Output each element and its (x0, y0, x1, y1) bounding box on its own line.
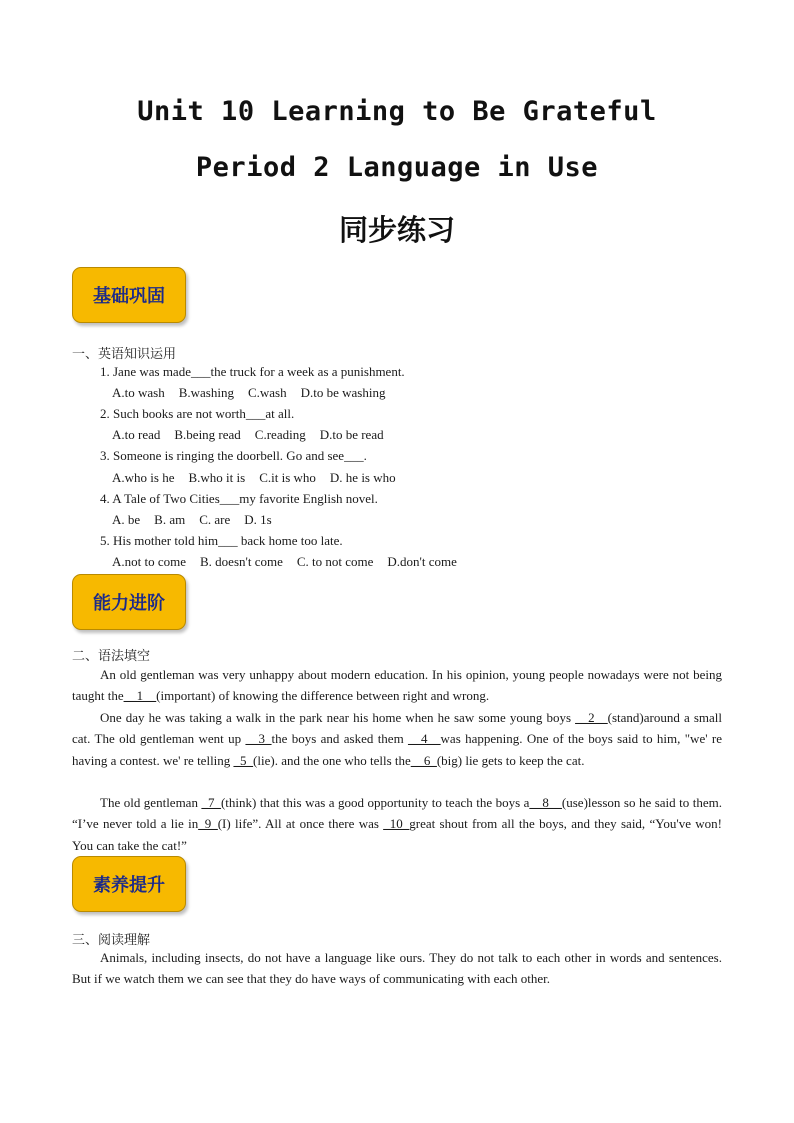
option: D.to be washing (300, 385, 386, 400)
text: One day he was taking a walk in the park near his home when he saw some young boys (100, 710, 576, 725)
blank-8: __8__ (529, 795, 562, 810)
option: C.wash (247, 385, 287, 400)
text: the boys and asked them (271, 731, 409, 747)
blank-7: _7_ (201, 795, 221, 810)
text: An old gentleman was very unhappy about modern education. In his opinion, young people nowadays were not being taught the (72, 667, 722, 704)
text: (stand)around a small cat. The old gentleman went up (72, 710, 723, 747)
option: A. be (112, 512, 141, 527)
option: B.washing (178, 385, 234, 400)
cloze-paragraph-2 (72, 707, 722, 771)
question-3: 3. Someone is ringing the doorbell. Go and see___. (100, 448, 367, 463)
text: (I) life”. All at once there was (217, 816, 384, 832)
blank-3: __3_ (245, 731, 272, 747)
question-1: 1. Jane was made___the truck for a week as a punishment. (100, 364, 405, 379)
option: A.to read (112, 427, 161, 442)
option: D. he is who (329, 470, 396, 485)
option: B.being read (174, 427, 241, 442)
option: D.don't come (387, 554, 457, 569)
option: A.to wash (112, 385, 165, 400)
text: The old gentleman (100, 795, 202, 810)
title-line-3: 同步练习 (338, 213, 455, 247)
blank-10: _10_ (383, 816, 410, 832)
reading-paragraph-1: Animals, including insects, do not have a language like ours. They do not talk to each other in words and sentences. But if we watch them we can see that they do have ways of communicating with each other. (72, 950, 722, 987)
badge-literacy: 素养提升 (72, 856, 186, 912)
text: (use)lesson so he said to them. “I’ve never told a lie in (72, 795, 722, 832)
text: (important) of knowing the difference between right and wrong. (156, 688, 490, 704)
options-2 (112, 427, 398, 443)
text: (big) lie gets to keep the cat. (436, 752, 585, 768)
option: C.it is who (259, 470, 316, 485)
question-2: 2. Such books are not worth___at all. (100, 406, 295, 421)
blank-5: _5_ (233, 752, 254, 768)
text: was happening. One of the boys said to him, "we' re having a contest. we' re telling (72, 731, 723, 768)
text: great shout from all the boys, and they said, “You've won! You can take the cat!” (72, 816, 722, 853)
option: B.who it is (188, 470, 246, 485)
option: A.who is he (112, 470, 175, 485)
blank-6: __6_ (410, 752, 437, 768)
blank-4: __4__ (408, 731, 441, 747)
option: D. 1s (244, 512, 272, 527)
options-5 (112, 554, 471, 570)
section3-heading: 三、阅读理解 (72, 933, 151, 948)
text: (lie). and the one who tells the (253, 752, 411, 768)
badge-basic: 基础巩固 (72, 267, 186, 323)
option: D.to be read (319, 427, 384, 442)
title-line-1: Unit 10 Learning to Be Grateful (137, 96, 657, 127)
cloze-paragraph-3 (72, 792, 722, 856)
options-3 (112, 470, 410, 486)
section2-heading: 二、语法填空 (72, 649, 151, 664)
badge-advance: 能力进阶 (72, 574, 186, 630)
blank-9: _9_ (198, 816, 218, 832)
cloze-paragraph-1 (72, 664, 722, 707)
section1-heading: 一、英语知识运用 (72, 347, 177, 362)
option: B. am (154, 512, 186, 527)
option: C. are (199, 512, 231, 527)
option: C. to not come (296, 554, 374, 569)
options-4 (112, 512, 286, 528)
blank-2: __2__ (575, 710, 608, 725)
option: C.reading (254, 427, 306, 442)
blank-1: __1__ (123, 688, 157, 704)
option: A.not to come (112, 554, 187, 569)
question-5: 5. His mother told him___ back home too late. (100, 533, 343, 548)
question-4: 4. A Tale of Two Cities___my favorite English novel. (100, 491, 378, 506)
text: (think) that this was a good opportunity to teach the boys a (220, 795, 530, 810)
options-1 (112, 385, 399, 401)
title-line-2: Period 2 Language in Use (195, 152, 599, 183)
option: B. doesn't come (200, 554, 283, 569)
